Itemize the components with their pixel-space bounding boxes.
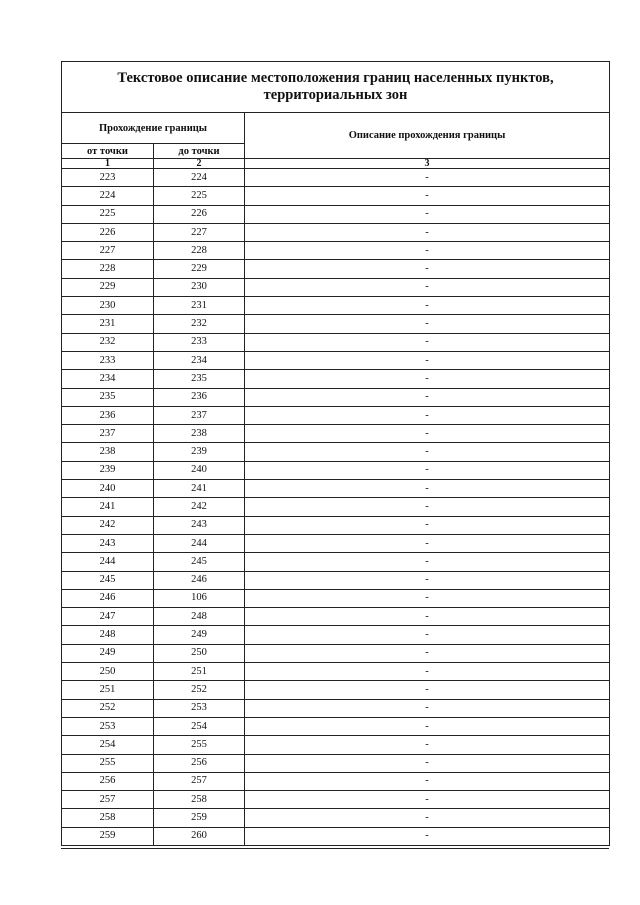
cell-description: - — [245, 608, 610, 626]
title-row — [62, 62, 610, 113]
cell-description: - — [245, 553, 610, 571]
cell-to-point: 257 — [154, 772, 245, 790]
table-row — [62, 736, 610, 754]
cell-from-point: 226 — [62, 223, 154, 241]
cell-from-point: 224 — [62, 187, 154, 205]
document-page — [61, 61, 609, 849]
column-number-2: 2 — [154, 159, 245, 169]
header-description: Описание прохождения границы — [245, 113, 610, 159]
table-row — [62, 351, 610, 369]
cell-from-point: 249 — [62, 644, 154, 662]
table-row — [62, 205, 610, 223]
cell-description: - — [245, 297, 610, 315]
cell-from-point: 253 — [62, 717, 154, 735]
cell-to-point: 249 — [154, 626, 245, 644]
cell-from-point: 257 — [62, 791, 154, 809]
cell-to-point: 255 — [154, 736, 245, 754]
cell-description: - — [245, 516, 610, 534]
cell-to-point: 232 — [154, 315, 245, 333]
cell-description: - — [245, 626, 610, 644]
cell-from-point: 231 — [62, 315, 154, 333]
cell-description: - — [245, 425, 610, 443]
cell-description: - — [245, 681, 610, 699]
cell-from-point: 259 — [62, 827, 154, 845]
cell-from-point: 251 — [62, 681, 154, 699]
cell-description: - — [245, 717, 610, 735]
cell-from-point: 230 — [62, 297, 154, 315]
table-row — [62, 425, 610, 443]
cell-to-point: 231 — [154, 297, 245, 315]
cell-to-point: 251 — [154, 663, 245, 681]
cell-description: - — [245, 242, 610, 260]
cell-to-point: 234 — [154, 351, 245, 369]
cell-to-point: 254 — [154, 717, 245, 735]
cell-to-point: 245 — [154, 553, 245, 571]
table-row — [62, 516, 610, 534]
table-row — [62, 297, 610, 315]
table-row — [62, 717, 610, 735]
cell-to-point: 227 — [154, 223, 245, 241]
table-row — [62, 809, 610, 827]
cell-to-point: 240 — [154, 461, 245, 479]
cell-description: - — [245, 772, 610, 790]
table-row — [62, 534, 610, 552]
table-row — [62, 443, 610, 461]
table-row — [62, 681, 610, 699]
cell-description: - — [245, 278, 610, 296]
cell-description: - — [245, 333, 610, 351]
header-group-row — [62, 113, 610, 144]
cell-from-point: 235 — [62, 388, 154, 406]
cell-description: - — [245, 791, 610, 809]
table-row — [62, 589, 610, 607]
cell-to-point: 248 — [154, 608, 245, 626]
cell-to-point: 228 — [154, 242, 245, 260]
table-row — [62, 772, 610, 790]
table-row — [62, 278, 610, 296]
table-row — [62, 663, 610, 681]
cell-description: - — [245, 644, 610, 662]
cell-description: - — [245, 406, 610, 424]
header-boundary-passage: Прохождение границы — [62, 113, 245, 144]
cell-description: - — [245, 169, 610, 187]
cell-from-point: 252 — [62, 699, 154, 717]
cell-description: - — [245, 370, 610, 388]
cell-description: - — [245, 315, 610, 333]
cell-to-point: 256 — [154, 754, 245, 772]
title-line-2: территориальных зон — [263, 87, 408, 103]
cell-from-point: 223 — [62, 169, 154, 187]
cell-description: - — [245, 699, 610, 717]
cell-description: - — [245, 443, 610, 461]
cell-description: - — [245, 205, 610, 223]
cell-from-point: 254 — [62, 736, 154, 754]
cell-from-point: 232 — [62, 333, 154, 351]
cell-from-point: 255 — [62, 754, 154, 772]
table-row — [62, 827, 610, 845]
cell-from-point: 227 — [62, 242, 154, 260]
cell-from-point: 229 — [62, 278, 154, 296]
cell-description: - — [245, 461, 610, 479]
cell-from-point: 239 — [62, 461, 154, 479]
cell-from-point: 236 — [62, 406, 154, 424]
table-row — [62, 406, 610, 424]
cell-from-point: 256 — [62, 772, 154, 790]
cell-description: - — [245, 388, 610, 406]
cell-from-point: 240 — [62, 480, 154, 498]
cell-from-point: 242 — [62, 516, 154, 534]
cell-description: - — [245, 351, 610, 369]
table-row — [62, 644, 610, 662]
cell-description: - — [245, 809, 610, 827]
cell-from-point: 241 — [62, 498, 154, 516]
table-row — [62, 699, 610, 717]
table-row — [62, 498, 610, 516]
cell-description: - — [245, 260, 610, 278]
cell-to-point: 239 — [154, 443, 245, 461]
table-row — [62, 223, 610, 241]
cell-to-point: 229 — [154, 260, 245, 278]
table-row — [62, 315, 610, 333]
cell-description: - — [245, 589, 610, 607]
cell-from-point: 228 — [62, 260, 154, 278]
table-row — [62, 187, 610, 205]
cell-to-point: 252 — [154, 681, 245, 699]
cell-to-point: 242 — [154, 498, 245, 516]
cell-to-point: 235 — [154, 370, 245, 388]
title-line-1: Текстовое описание местоположения границ населенных пунктов, — [117, 70, 554, 86]
cell-to-point: 106 — [154, 589, 245, 607]
cell-description: - — [245, 223, 610, 241]
page-title — [62, 62, 610, 113]
table-row — [62, 571, 610, 589]
cell-from-point: 246 — [62, 589, 154, 607]
cell-from-point: 244 — [62, 553, 154, 571]
column-number-1: 1 — [62, 159, 154, 169]
table-row — [62, 626, 610, 644]
table-row — [62, 553, 610, 571]
table-row — [62, 242, 610, 260]
cell-from-point: 247 — [62, 608, 154, 626]
boundary-table — [61, 61, 610, 846]
cell-to-point: 241 — [154, 480, 245, 498]
cell-from-point: 258 — [62, 809, 154, 827]
cell-description: - — [245, 480, 610, 498]
cell-from-point: 237 — [62, 425, 154, 443]
cell-from-point: 243 — [62, 534, 154, 552]
header-from-point: от точки — [62, 144, 154, 159]
cell-to-point: 233 — [154, 333, 245, 351]
cell-to-point: 237 — [154, 406, 245, 424]
table-row — [62, 260, 610, 278]
cell-to-point: 230 — [154, 278, 245, 296]
table-row — [62, 169, 610, 187]
cell-from-point: 238 — [62, 443, 154, 461]
table-row — [62, 480, 610, 498]
cell-from-point: 248 — [62, 626, 154, 644]
cell-description: - — [245, 498, 610, 516]
cell-description: - — [245, 663, 610, 681]
cell-description: - — [245, 736, 610, 754]
table-row — [62, 370, 610, 388]
cell-from-point: 225 — [62, 205, 154, 223]
table-row — [62, 791, 610, 809]
cell-to-point: 243 — [154, 516, 245, 534]
cell-to-point: 258 — [154, 791, 245, 809]
header-number-row — [62, 159, 610, 169]
table-row — [62, 388, 610, 406]
cell-description: - — [245, 827, 610, 845]
cell-description: - — [245, 754, 610, 772]
cell-to-point: 236 — [154, 388, 245, 406]
table-row — [62, 461, 610, 479]
table-row — [62, 333, 610, 351]
cell-to-point: 225 — [154, 187, 245, 205]
cell-description: - — [245, 534, 610, 552]
cell-description: - — [245, 571, 610, 589]
table-row — [62, 608, 610, 626]
cell-to-point: 224 — [154, 169, 245, 187]
cell-to-point: 226 — [154, 205, 245, 223]
cell-from-point: 250 — [62, 663, 154, 681]
cell-to-point: 260 — [154, 827, 245, 845]
cell-to-point: 246 — [154, 571, 245, 589]
cell-to-point: 250 — [154, 644, 245, 662]
cell-to-point: 253 — [154, 699, 245, 717]
table-row — [62, 754, 610, 772]
bottom-rule — [61, 848, 609, 849]
cell-from-point: 233 — [62, 351, 154, 369]
cell-description: - — [245, 187, 610, 205]
header-to-point: до точки — [154, 144, 245, 159]
cell-to-point: 259 — [154, 809, 245, 827]
column-number-3: 3 — [245, 159, 610, 169]
cell-to-point: 244 — [154, 534, 245, 552]
cell-to-point: 238 — [154, 425, 245, 443]
cell-from-point: 234 — [62, 370, 154, 388]
cell-from-point: 245 — [62, 571, 154, 589]
